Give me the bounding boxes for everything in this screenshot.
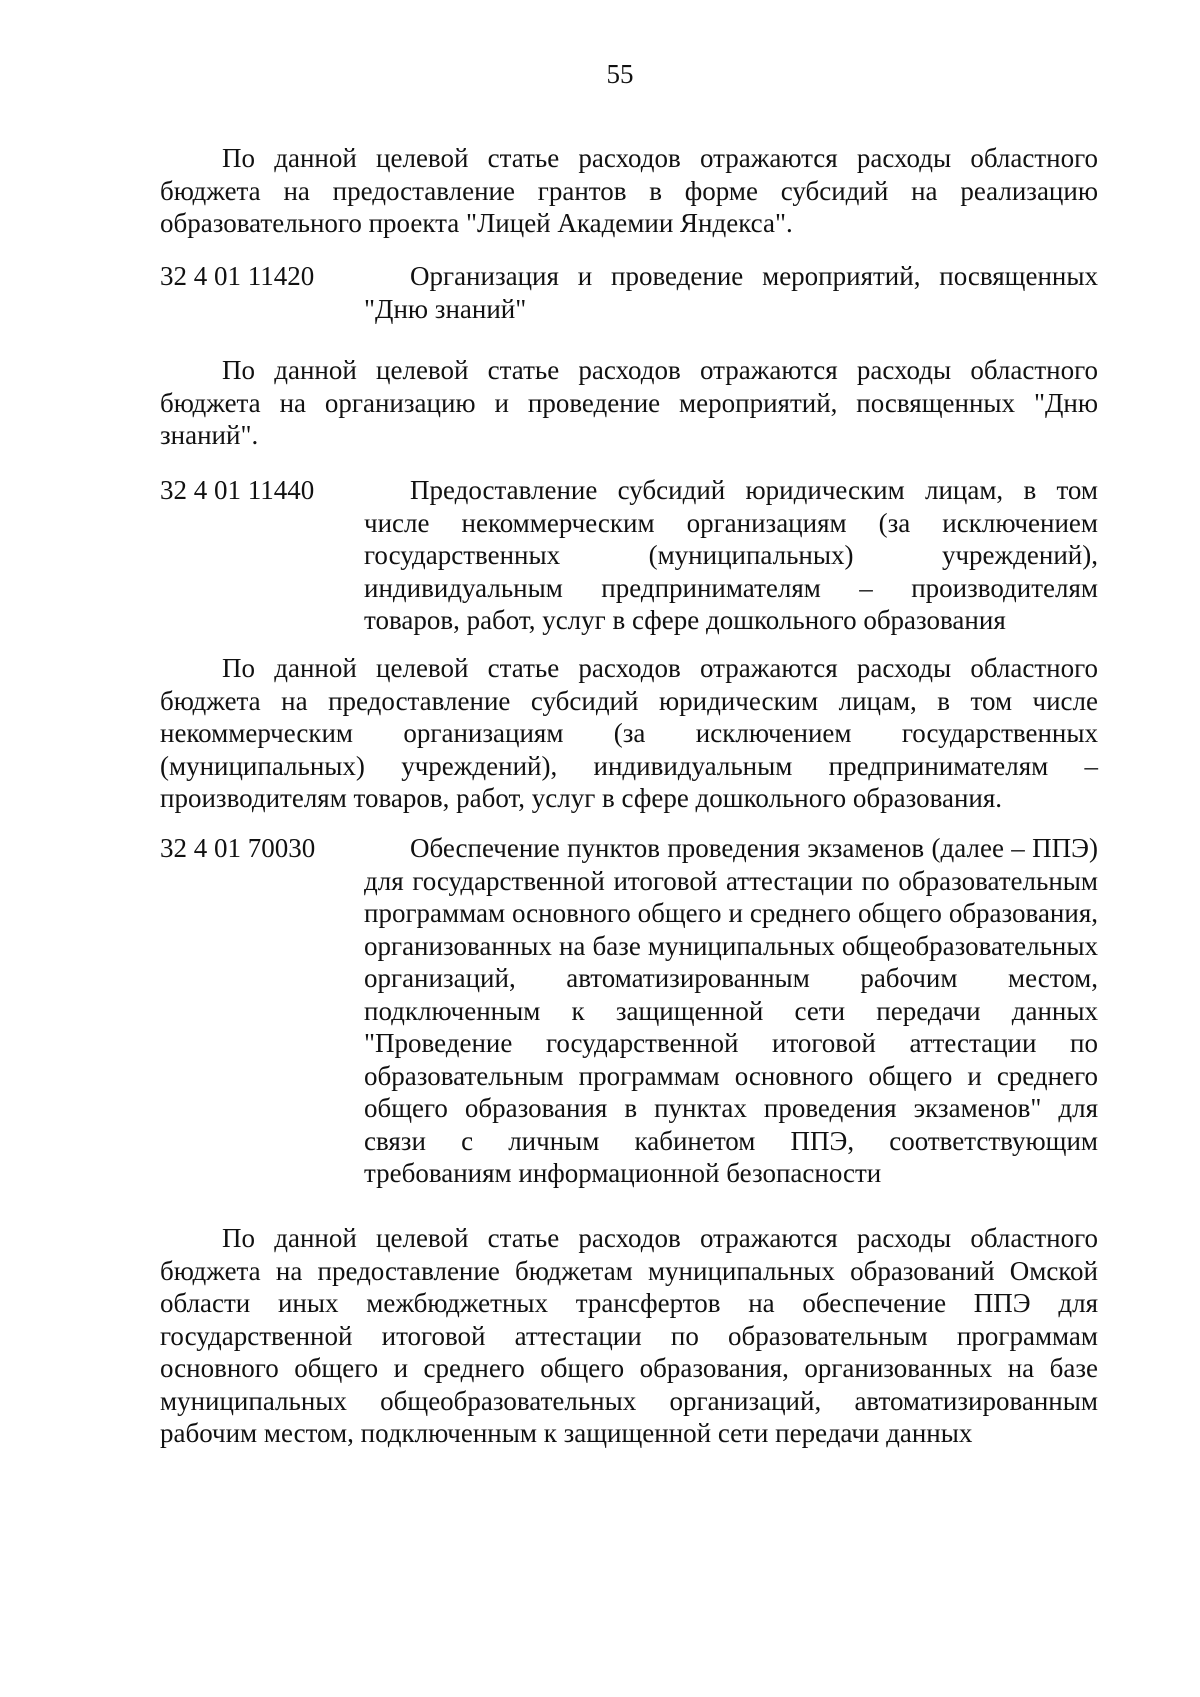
paragraph-knowledge-day: По данной целевой статье расходов отражаются расходы областного бюджета на организацию и проведение мероприятий, посвященных "Дню знаний".: [160, 355, 1098, 450]
entry-description: Организация и проведение мероприятий, посвященных "Дню знаний": [364, 261, 1098, 324]
entry-32-4-01-11420: [160, 260, 1098, 325]
page-number: 55: [606, 59, 634, 89]
paragraph-preschool-subsidies: По данной целевой статье расходов отражаются расходы областного бюджета на предоставление субсидий юридическим лицам, в том числе некоммерческим организациям (за исключением государственных (муниципальных) учреждений), индивидуальным предпринимателям – производителям товаров, работ, услуг в сфере дошкольного образования.: [160, 653, 1098, 813]
entry-32-4-01-11440: [160, 474, 1098, 637]
entry-description: Предоставление субсидий юридическим лицам, в том числе некоммерческим организациям (за исключением государственных (муниципальных) учреждений), индивидуальным предпринимателям – производителям товаров, работ, услуг в сфере дошкольного образования: [364, 475, 1098, 635]
paragraph-exam-points: По данной целевой статье расходов отражаются расходы областного бюджета на предоставление бюджетам муниципальных образований Омской области иных межбюджетных трансфертов на обеспечение ППЭ для государственной итоговой аттестации по образовательным программам основного общего и среднего общего образования, организованных на базе муниципальных общеобразовательных организаций, автоматизированным рабочим местом, подключенным к защищенной сети передачи данных: [160, 1223, 1098, 1448]
entry-code: 32 4 01 70030: [160, 833, 316, 863]
paragraph-grants: По данной целевой статье расходов отражаются расходы областного бюджета на предоставление грантов в форме субсидий на реализацию образовательного проекта "Лицей Академии Яндекса".: [160, 143, 1098, 238]
entry-32-4-01-70030: [160, 832, 1098, 1190]
entry-description: Обеспечение пунктов проведения экзаменов (далее – ППЭ) для государственной итоговой аттестации по образовательным программам основного общего и среднего общего образования, организованных на базе муниципальных общеобразовательных организаций, автоматизированным рабочим местом, подключенным к защищенной сети передачи данных "Проведение государственной итоговой аттестации по образовательным программам основного общего и среднего общего образования в пунктах проведения экзаменов" для связи с личным кабинетом ППЭ, соответствующим требованиям информационной безопасности: [364, 833, 1098, 1188]
entry-code: 32 4 01 11440: [160, 475, 315, 505]
entry-code: 32 4 01 11420: [160, 261, 315, 291]
